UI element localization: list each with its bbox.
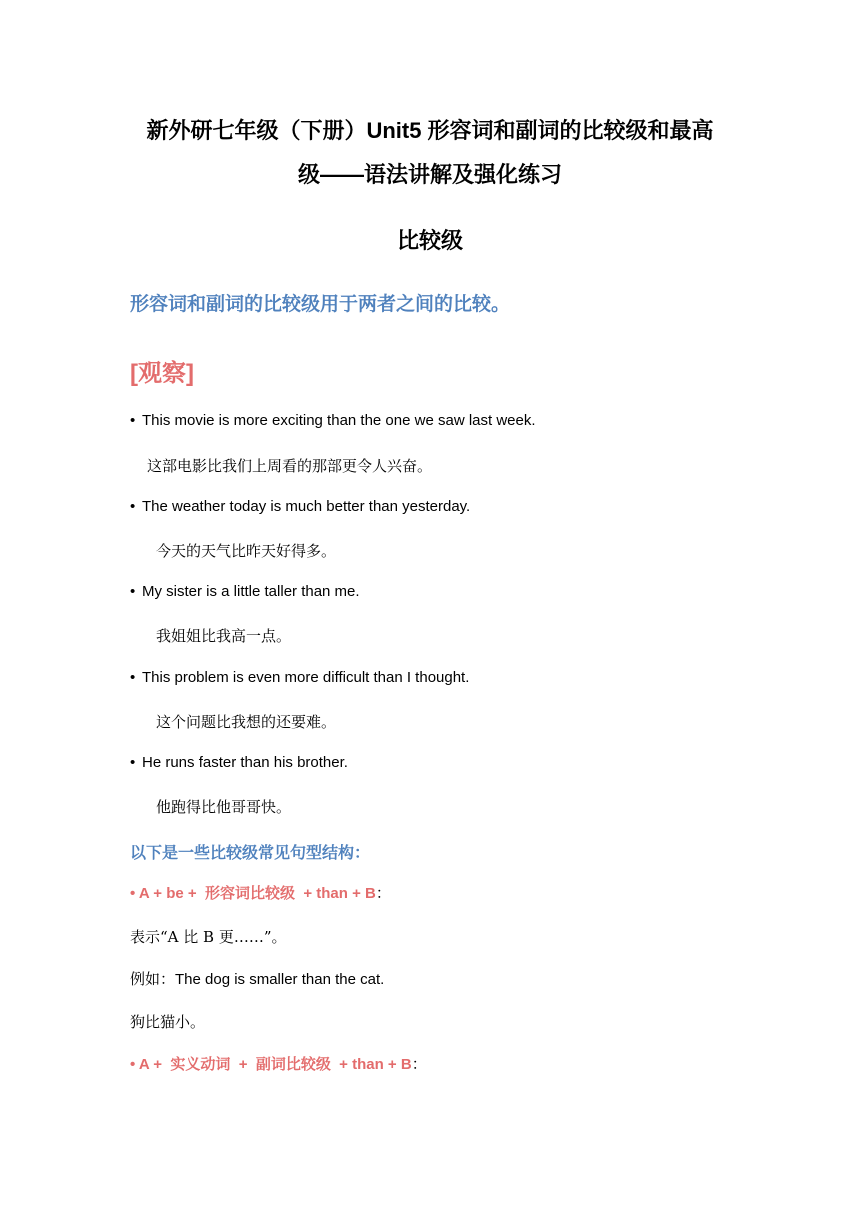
- observe-label: [观察]: [130, 360, 194, 387]
- bullet-icon: •: [130, 498, 136, 515]
- pattern-1-example-zh: 狗比猫小。: [130, 1013, 206, 1031]
- intro-heading: 形容词和副词的比较级用于两者之间的比较。: [130, 294, 511, 315]
- bullet-icon: •: [130, 412, 136, 429]
- example-en-5: • He runs faster than his brother.: [130, 754, 348, 771]
- example-en-3: • My sister is a little taller than me.: [130, 583, 360, 600]
- bullet-icon: •: [130, 754, 136, 771]
- pattern-2: • A + 实义动词 + 副词比较级 + than + B：: [130, 1056, 427, 1073]
- example-en-1: • This movie is more exciting than the one we saw last week.: [130, 412, 536, 429]
- document-title-line-1: 新外研七年级（下册）Unit5 形容词和副词的比较级和最高: [146, 118, 714, 143]
- pattern-1: • A + be + 形容词比较级 + than + B：: [130, 885, 391, 902]
- example-zh-5: 他跑得比他哥哥快。: [156, 798, 292, 816]
- document-title-line-2: 级——语法讲解及强化练习: [297, 162, 562, 187]
- example-zh-2: 今天的天气比昨天好得多。: [156, 542, 337, 560]
- patterns-heading: 以下是一些比较级常见句型结构：: [130, 845, 371, 862]
- example-en-2: • The weather today is much better than yesterday.: [130, 498, 471, 515]
- section-title: 比较级: [396, 228, 463, 253]
- example-zh-3: 我姐姐比我高一点。: [156, 627, 292, 645]
- example-zh-4: 这个问题比我想的还要难。: [156, 713, 337, 731]
- bullet-icon: •: [130, 583, 136, 600]
- pattern-1-example: 例如：The dog is smaller than the cat.: [130, 971, 385, 988]
- pattern-1-meaning: 表示“A 比 B 更……”。: [130, 928, 287, 946]
- example-en-4: • This problem is even more difficult than I thought.: [130, 669, 470, 686]
- bullet-icon: •: [130, 669, 136, 686]
- example-zh-1: 这部电影比我们上周看的那部更令人兴奋。: [147, 457, 433, 475]
